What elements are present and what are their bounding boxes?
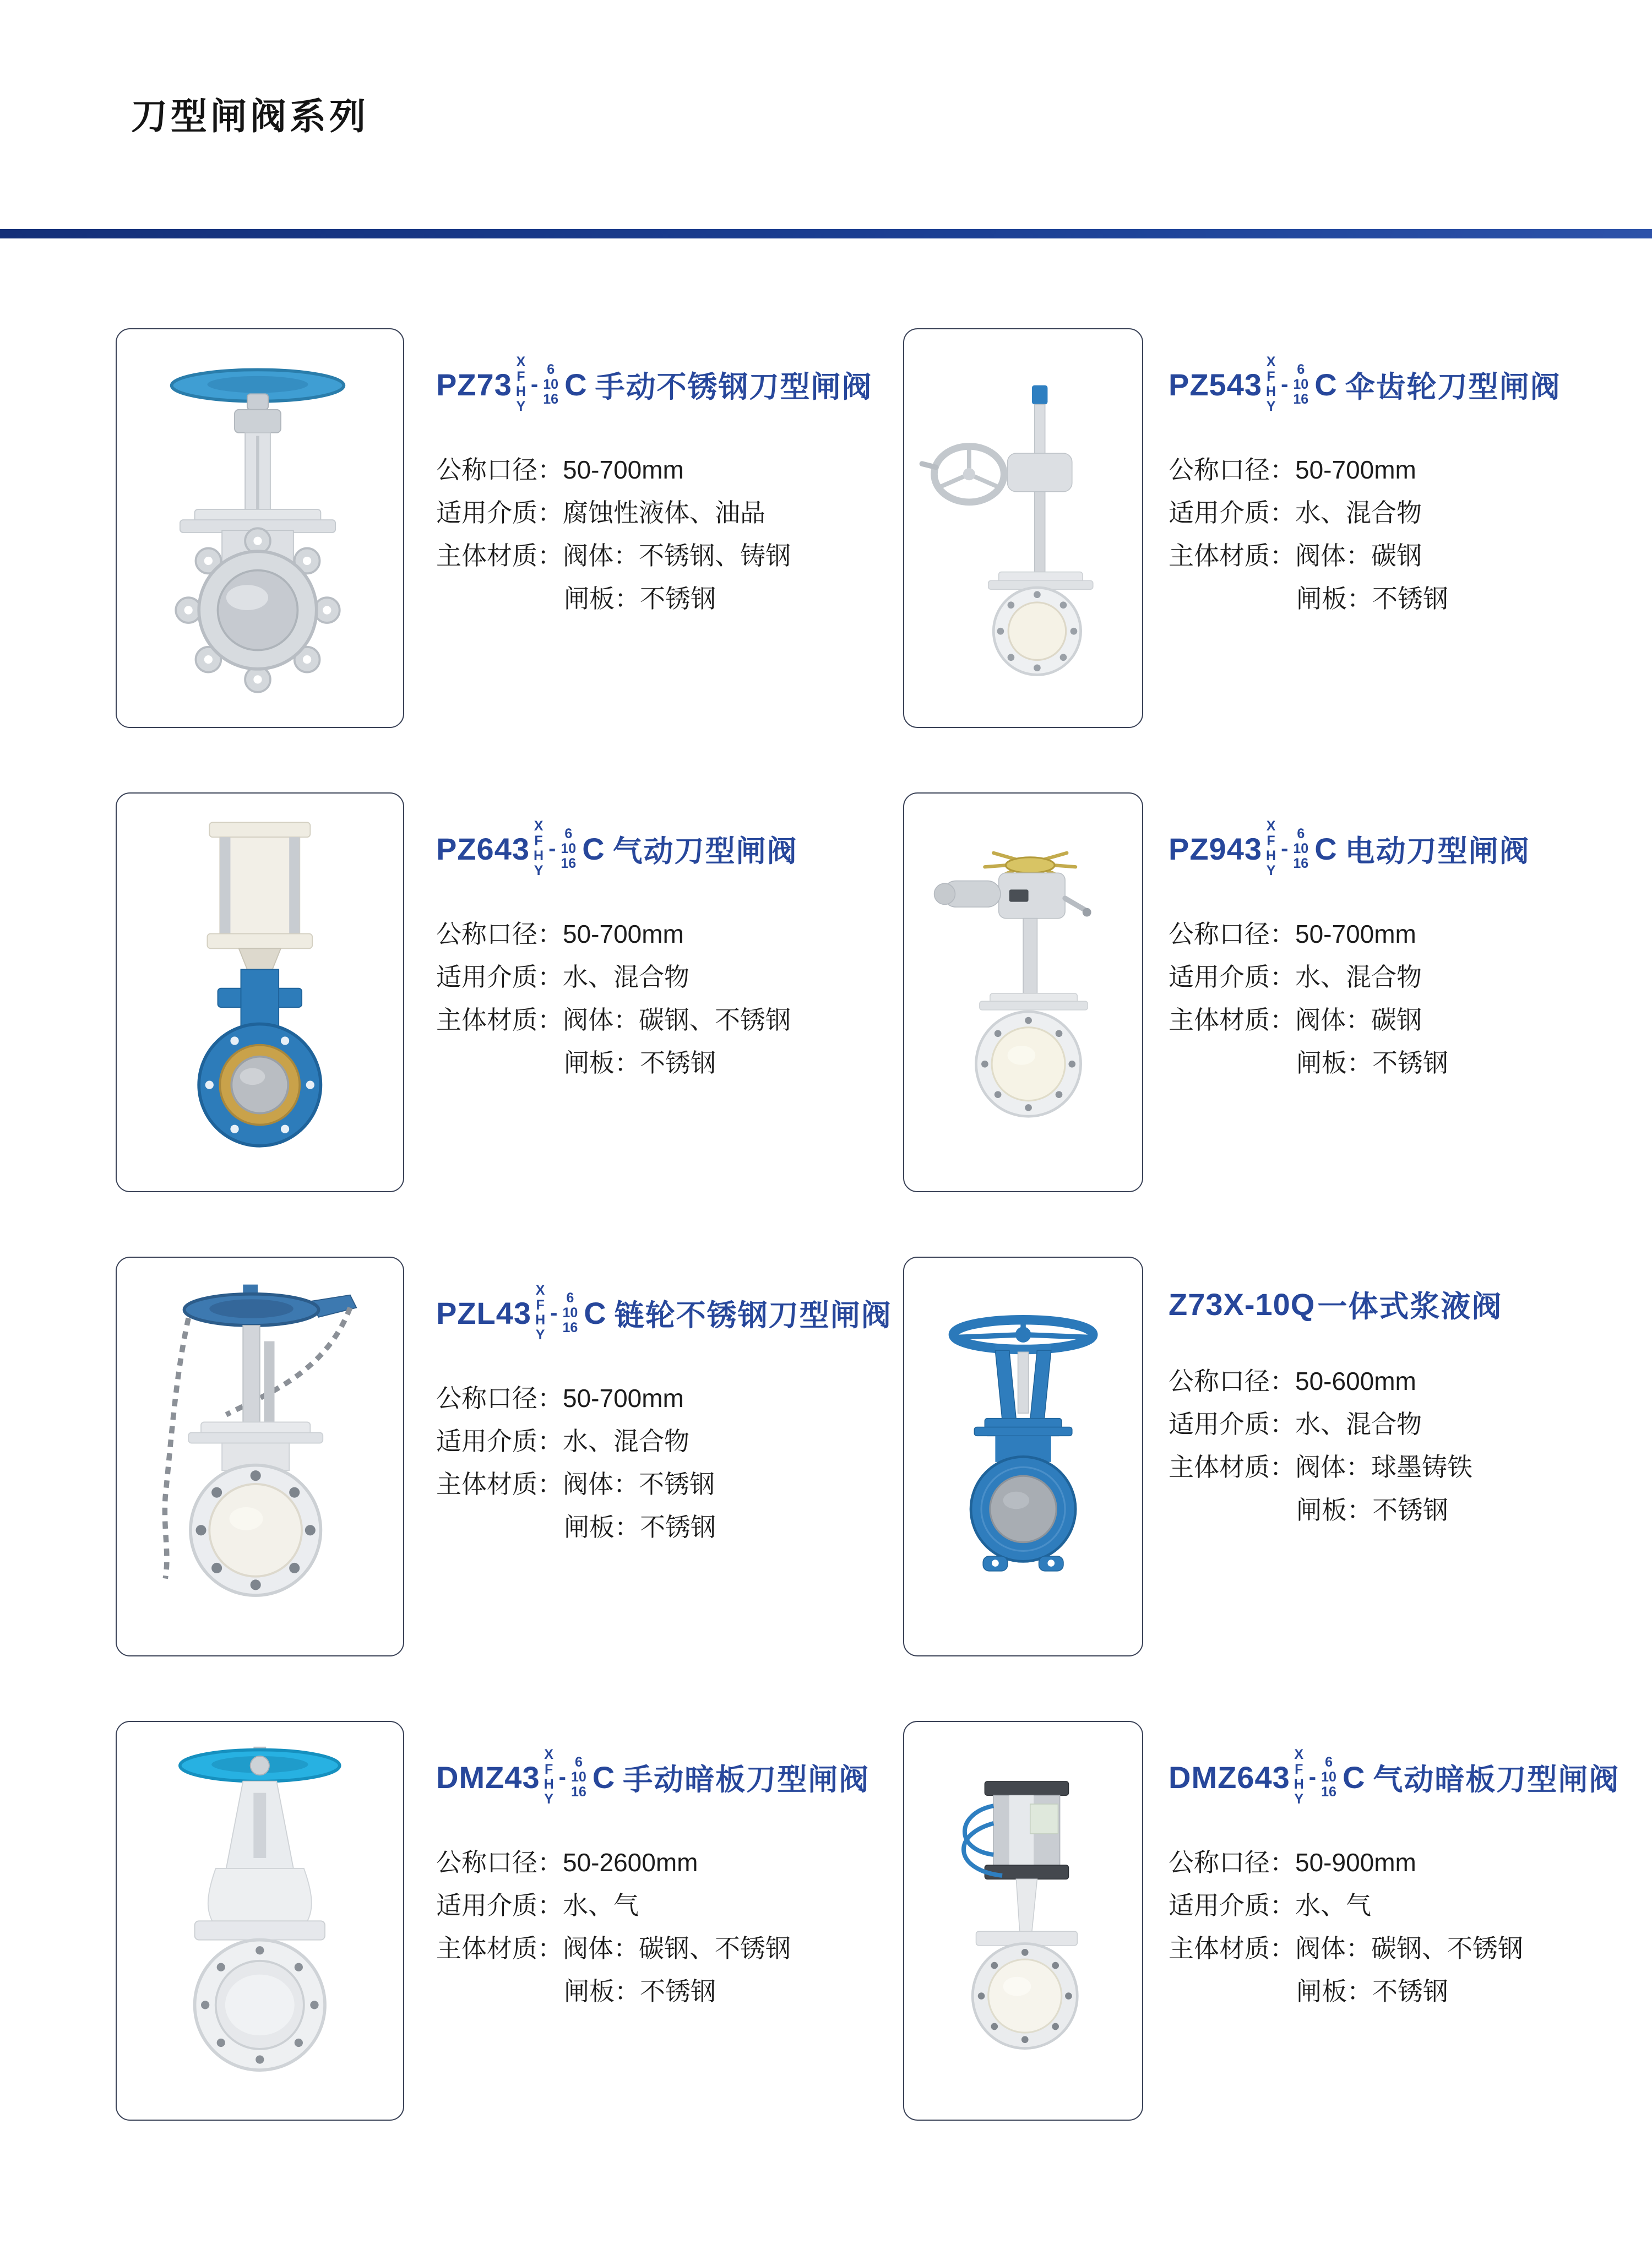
variant-stack: X F H Y	[544, 1747, 554, 1807]
product-info	[436, 1747, 870, 2022]
nominal-diameter-value: 50-700mm	[1295, 920, 1416, 948]
pneumatic-concealed-plate-knife-gate-valve-image	[919, 1734, 1128, 2108]
medium-value: 水、气	[563, 1891, 639, 1920]
product-specs: 公称口径： 50-700mm 适用介质： 腐蚀性液体、油品 主体材质： 阀体： 不锈钢、铸钢 闸板： 不锈钢	[436, 455, 791, 613]
product-section-pz73	[0, 308, 873, 773]
gate-material-value: 不锈钢	[1372, 1496, 1448, 1524]
product-section-pzl43	[0, 1237, 892, 1701]
variant-stack: X F H Y	[534, 818, 544, 878]
bevel-gear-knife-gate-valve-image	[919, 341, 1128, 715]
manual-stainless-knife-gate-valve-image	[134, 341, 386, 715]
variant-stack: X F H Y	[515, 354, 526, 414]
gate-material-value: 不锈钢	[1372, 1977, 1448, 2006]
product-grid	[0, 308, 1652, 2165]
body-material-value: 不锈钢、铸钢	[639, 541, 791, 570]
product-info	[436, 819, 826, 1093]
product-section-dmz643	[826, 1701, 1652, 2165]
medium-value: 腐蚀性液体、油品	[563, 498, 765, 527]
medium-value: 水、混合物	[1295, 1410, 1422, 1438]
pneumatic-knife-gate-valve-image	[134, 806, 386, 1180]
product-section-pz543	[826, 308, 1652, 773]
body-material-value: 碳钢	[1371, 1006, 1422, 1034]
medium-value: 水、混合物	[563, 963, 689, 991]
product-title: PZ543 X F H Y - 6 10 16 C 伞齿轮刀型闸阀	[1169, 354, 1561, 414]
product-image-card	[903, 1257, 1143, 1656]
product-info	[1169, 1283, 1652, 1540]
header-accent-bar	[0, 229, 1652, 238]
product-title: PZL43 X F H Y - 6 10 16 C 链轮不锈钢刀型闸阀	[436, 1283, 892, 1343]
product-info	[1169, 355, 1652, 629]
gate-material-value: 不锈钢	[640, 1977, 716, 2006]
variant-stack: X F H Y	[535, 1283, 546, 1343]
product-title: Z73X-10Q 一体式浆液阀	[1169, 1287, 1503, 1323]
variant-stack: X F H Y	[1266, 354, 1276, 414]
gate-material-value: 不锈钢	[640, 1513, 716, 1541]
body-material-value: 碳钢、不锈钢	[639, 1934, 791, 1963]
medium-value: 水、混合物	[1295, 498, 1422, 527]
nominal-diameter-value: 50-700mm	[563, 455, 684, 484]
nominal-diameter-value: 50-700mm	[563, 920, 684, 948]
product-image-card	[116, 1721, 404, 2121]
product-title: PZ73 X F H Y - 6 10 16 C 手动不锈钢刀型闸阀	[436, 354, 873, 414]
product-image-card	[116, 328, 404, 728]
product-title: PZ643 X F H Y - 6 10 16 C 气动刀型闸阀	[436, 818, 798, 878]
product-image-card	[116, 1257, 404, 1656]
product-specs: 公称口径： 50-900mm 适用介质： 水、气 主体材质： 阀体： 碳钢、不锈钢 闸板： 不锈钢	[1169, 1848, 1523, 2006]
product-specs: 公称口径： 50-700mm 适用介质： 水、混合物 主体材质： 阀体： 不锈钢 闸板： 不锈钢	[436, 1384, 716, 1541]
medium-value: 水、混合物	[1295, 963, 1422, 991]
nominal-diameter-value: 50-2600mm	[563, 1848, 698, 1877]
product-specs: 公称口径： 50-700mm 适用介质： 水、混合物 主体材质： 阀体： 碳钢 闸板： 不锈钢	[1169, 455, 1448, 613]
body-material-value: 碳钢、不锈钢	[1371, 1934, 1523, 1963]
pressure-stack: 6 10 16	[561, 825, 577, 871]
product-section-dmz43	[0, 1701, 870, 2165]
medium-value: 水、混合物	[563, 1427, 689, 1455]
product-image-card	[903, 792, 1143, 1192]
gate-material-value: 不锈钢	[640, 584, 716, 613]
product-info	[1169, 819, 1652, 1093]
pressure-stack: 6 10 16	[1321, 1754, 1336, 1800]
product-image-card	[903, 1721, 1143, 2121]
pressure-stack: 6 10 16	[1293, 825, 1309, 871]
nominal-diameter-value: 50-900mm	[1295, 1848, 1416, 1877]
pressure-stack: 6 10 16	[543, 361, 559, 407]
nominal-diameter-value: 50-700mm	[563, 1384, 684, 1412]
product-title: PZ943 X F H Y - 6 10 16 C 电动刀型闸阀	[1169, 818, 1530, 878]
body-material-value: 碳钢、不锈钢	[639, 1006, 791, 1034]
product-title: DMZ643 X F H Y - 6 10 16 C 气动暗板刀型闸阀	[1169, 1747, 1620, 1807]
product-info	[436, 1283, 892, 1557]
nominal-diameter-value: 50-700mm	[1295, 455, 1416, 484]
body-material-value: 球墨铸铁	[1371, 1453, 1472, 1481]
product-specs: 公称口径： 50-2600mm 适用介质： 水、气 主体材质： 阀体： 碳钢、不锈钢 闸板： 不锈钢	[436, 1848, 791, 2006]
pressure-stack: 6 10 16	[1293, 361, 1309, 407]
product-section-pz643	[0, 773, 826, 1237]
product-info	[1169, 1747, 1652, 2022]
product-info	[436, 355, 873, 629]
gate-material-value: 不锈钢	[640, 1048, 716, 1077]
product-specs: 公称口径： 50-600mm 适用介质： 水、混合物 主体材质： 阀体： 球墨铸铁 闸板： 不锈钢	[1169, 1367, 1472, 1524]
chain-wheel-knife-gate-valve-image	[134, 1270, 386, 1644]
body-material-value: 不锈钢	[639, 1470, 715, 1498]
product-specs: 公称口径： 50-700mm 适用介质： 水、混合物 主体材质： 阀体： 碳钢 闸板： 不锈钢	[1169, 920, 1448, 1077]
integral-slurry-valve-image	[919, 1270, 1128, 1644]
product-image-card	[903, 328, 1143, 728]
page-title: 刀型闸阀系列	[131, 96, 369, 137]
nominal-diameter-value: 50-600mm	[1295, 1367, 1416, 1395]
body-material-value: 碳钢	[1371, 541, 1422, 570]
electric-knife-gate-valve-image	[919, 806, 1128, 1180]
variant-stack: X F H Y	[1266, 818, 1276, 878]
product-title: DMZ43 X F H Y - 6 10 16 C 手动暗板刀型闸阀	[436, 1747, 870, 1807]
manual-concealed-plate-knife-gate-valve-image	[134, 1734, 386, 2108]
product-section-pz943	[826, 773, 1652, 1237]
pressure-stack: 6 10 16	[570, 1754, 586, 1800]
product-specs: 公称口径： 50-700mm 适用介质： 水、混合物 主体材质： 阀体： 碳钢、不锈钢 闸板： 不锈钢	[436, 920, 791, 1077]
medium-value: 水、气	[1295, 1891, 1371, 1920]
variant-stack: X F H Y	[1294, 1747, 1304, 1807]
pressure-stack: 6 10 16	[562, 1290, 578, 1335]
product-section-z73x	[826, 1237, 1652, 1701]
product-image-card	[116, 792, 404, 1192]
gate-material-value: 不锈钢	[1372, 584, 1448, 613]
gate-material-value: 不锈钢	[1372, 1048, 1448, 1077]
